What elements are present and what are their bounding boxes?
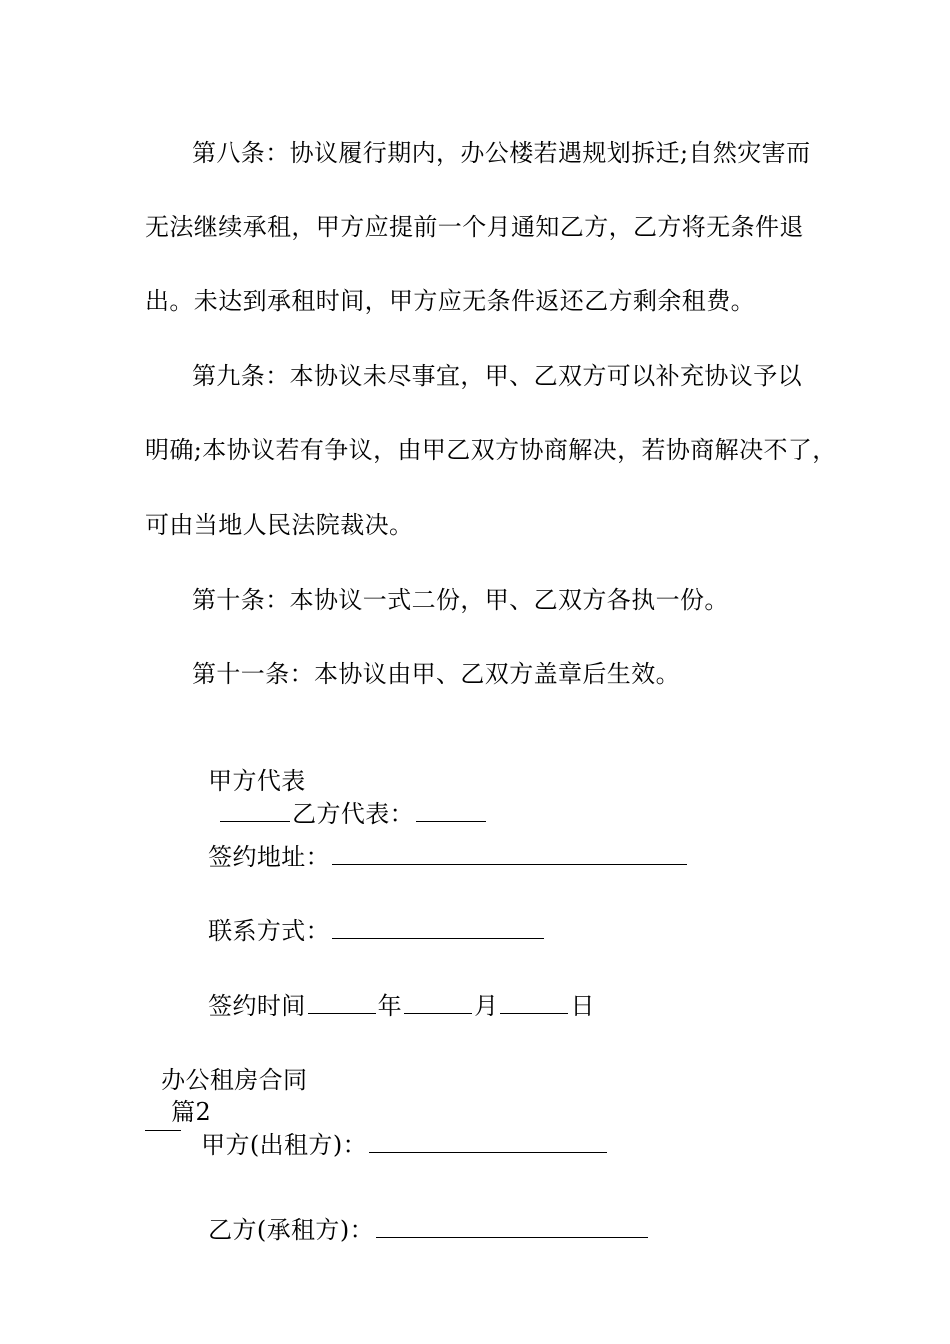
month-blank [404,989,472,1014]
day-blank [500,989,568,1014]
party-a-blank-continuation [145,1130,181,1131]
article-9-line-3: 可由当地人民法院裁决。 [145,511,414,539]
article-11: 第十一条：本协议由甲、乙双方盖章后生效。 [192,660,680,688]
article-8-line-1: 第八条：协议履行期内，办公楼若遇规划拆迁;自然灾害而 [192,139,811,167]
article-9-line-1: 第九条：本协议未尽事宜，甲、乙双方可以补充协议予以 [192,362,802,390]
article-10: 第十条：本协议一式二份，甲、乙双方各执一份。 [192,586,729,614]
year-label: 年 [377,992,403,1020]
article-9-line-2: 明确;本协议若有争议，由甲乙双方协商解决，若协商解决不了， [145,436,837,464]
sign-address-label: 签约地址： [208,843,331,871]
party-a-blank [369,1128,607,1153]
year-blank [308,989,376,1014]
article-8-line-2: 无法继续承租，甲方应提前一个月通知乙方，乙方将无条件退 [145,213,804,241]
section-2-part: 篇2 [171,1098,212,1126]
contact-line [192,882,546,947]
contact-label: 联系方式： [208,917,331,945]
section-2-header-line [145,1032,609,1161]
party-b-blank [376,1213,648,1238]
day-label: 日 [570,992,595,1020]
month-label: 月 [474,992,499,1020]
sign-date-label: 签约时间 [208,992,306,1020]
sign-date-line [192,957,595,1022]
party-b-line [192,1181,650,1246]
party-a-label: 甲方(出租方)： [201,1131,367,1159]
party-a-rep-label: 甲方代表 [208,767,306,795]
party-b-rep-label: 乙方代表： [292,800,415,828]
contact-blank [332,914,544,939]
article-8-line-3: 出。未达到承租时间，甲方应无条件返还乙方剩余租费。 [145,287,755,315]
sign-address-line [192,808,689,873]
sign-address-blank [332,840,687,865]
party-b-label: 乙方(承租方)： [208,1216,374,1244]
section-2-title: 办公租房合同 [161,1066,308,1094]
